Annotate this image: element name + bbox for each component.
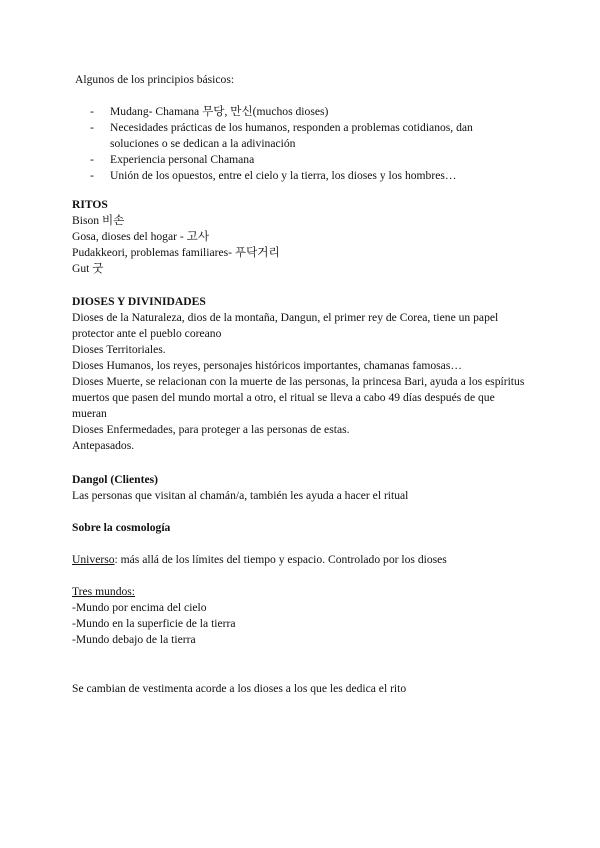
dios-item: Dioses Territoriales.	[72, 343, 166, 356]
dangol-heading: Dangol (Clientes)	[72, 473, 158, 486]
dioses-heading: DIOSES Y DIVINIDADES	[72, 295, 206, 308]
dios-item: Dioses Muerte, se relacionan con la muerte de las personas, la princesa Bari, ayuda a los espíritus muertos que pasen del mundo mortal a otro, el ritual se lleva a cabo 49 días después de que mueran	[72, 375, 525, 420]
list-item: - Mudang- Chamana 무당, 만신(muchos dioses)	[90, 105, 329, 118]
dangol-text: Las personas que visitan al chamán/a, también les ayuda a hacer el ritual	[72, 489, 409, 502]
dioses-section	[72, 294, 532, 454]
dios-item: Dioses Enfermedades, para proteger a las personas de estas.	[72, 423, 350, 436]
dios-item: Dioses de la Naturaleza, dios de la montaña, Dangun, el primer rey de Corea, tiene un papel protector ante el pueblo coreano	[72, 311, 499, 340]
closing-text: Se cambian de vestimenta acorde a los dioses a los que les dedica el rito	[72, 682, 407, 695]
tres-mundos-label: Tres mundos:	[72, 585, 136, 598]
ritos-section	[72, 197, 532, 277]
list-item: - Unión de los opuestos, entre el cielo y la tierra, los dioses y los hombres…	[90, 169, 457, 182]
rito-item: Bison 비손	[72, 214, 125, 227]
rito-item: Gosa, dioses del hogar - 고사	[72, 230, 210, 243]
universo-label: Universo	[72, 553, 115, 566]
cosmologia-heading: Sobre la cosmología	[72, 521, 171, 534]
universo-line	[72, 552, 532, 568]
list-item: - Necesidades prácticas de los humanos, responden a problemas cotidianos, dan soluciones o se dedican a la adivinación	[90, 121, 473, 150]
dangol-section	[72, 472, 532, 504]
tres-mundos-section	[72, 584, 532, 648]
mundo-item: -Mundo debajo de la tierra	[72, 633, 196, 646]
rito-item: Pudakkeori, problemas familiares- 푸닥거리	[72, 246, 280, 259]
mundo-item: -Mundo por encima del cielo	[72, 601, 207, 614]
principles-list	[90, 104, 510, 184]
intro-text: Algunos de los principios básicos:	[75, 73, 235, 86]
mundo-item: -Mundo en la superficie de la tierra	[72, 617, 236, 630]
dios-item: Dioses Humanos, los reyes, personajes históricos importantes, chamanas famosas…	[72, 359, 462, 372]
list-item: - Experiencia personal Chamana	[90, 153, 255, 166]
dios-item: Antepasados.	[72, 439, 135, 452]
rito-item: Gut 굿	[72, 262, 104, 275]
universo-text: : más allá de los límites del tiempo y espacio. Controlado por los dioses	[114, 553, 447, 566]
ritos-heading: RITOS	[72, 198, 108, 211]
